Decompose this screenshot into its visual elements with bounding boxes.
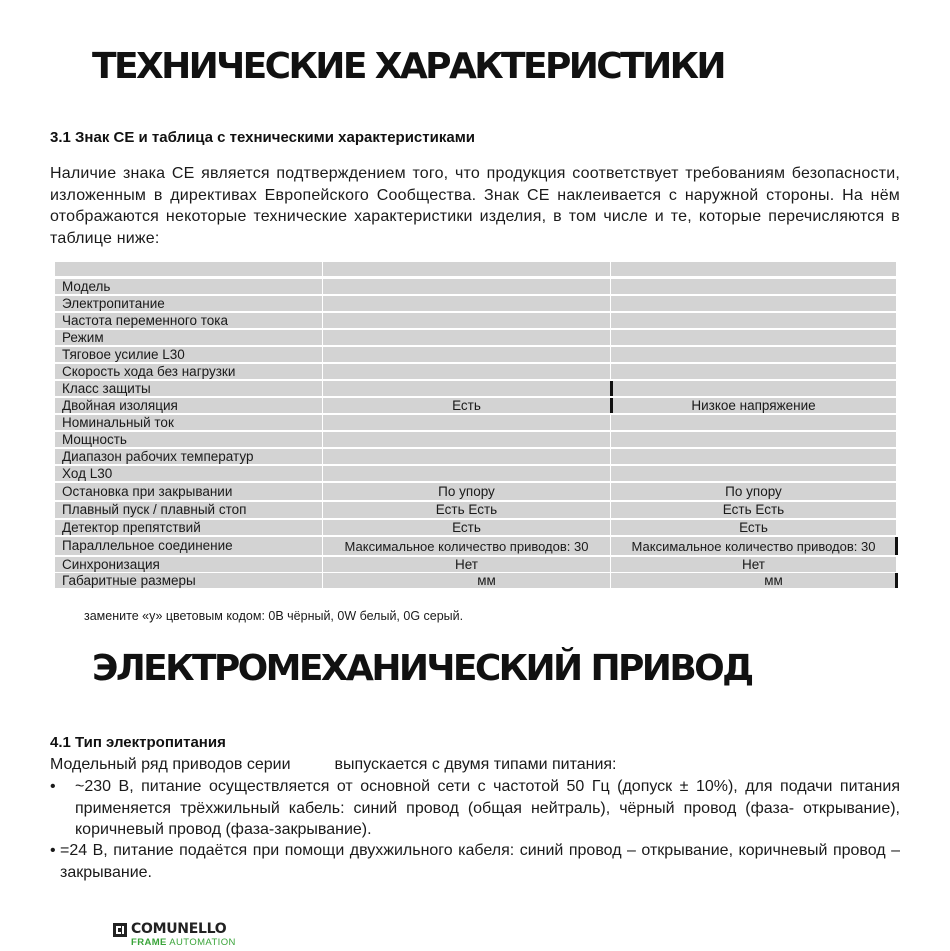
table-cell-value-1 (323, 432, 610, 447)
table-cell-label: Скорость хода без нагрузки (55, 364, 322, 379)
table-cell-value-2 (611, 330, 896, 345)
table-cell-label: Габаритные размеры (55, 573, 322, 588)
comunello-logo-icon (113, 923, 127, 937)
table-cell-value-1: Максимальное количество приводов: 30 (323, 537, 610, 555)
logo-subtitle-frame: FRAME (131, 937, 167, 948)
table-cell-label: Остановка при закрывании (55, 483, 322, 500)
table-cell-value-2 (611, 262, 896, 276)
table-row (55, 364, 896, 379)
table-row (55, 502, 896, 518)
table-cell-value-2 (611, 313, 896, 328)
color-code-footnote: замените «у» цветовым кодом: 0B чёрный, 0W белый, 0G серый. (84, 609, 464, 623)
table-cell-value-1 (323, 296, 610, 311)
table-cell-value-1: Нет (323, 557, 610, 572)
spec-table (55, 262, 896, 588)
table-row (55, 537, 896, 555)
table-cell-value-1: мм (323, 573, 610, 588)
table-cell-value-2: Низкое напряжение (611, 398, 896, 413)
table-row (55, 449, 896, 464)
table-row (55, 557, 896, 572)
table-cell-value-1 (323, 313, 610, 328)
table-cell-label: Параллельное соединение (55, 537, 322, 555)
table-row (55, 347, 896, 362)
table-cell-label: Двойная изоляция (55, 398, 322, 413)
table-cell-value-1: Есть (323, 520, 610, 535)
table-cell-value-2 (611, 364, 896, 379)
bullet-icon: • (50, 842, 56, 859)
table-cell-label: Ход L30 (55, 466, 322, 481)
logo-subtitle-automation: AUTOMATION (169, 937, 236, 948)
table-row (55, 415, 896, 430)
logo-name: COMUNELLO (131, 921, 227, 937)
list-item (50, 840, 900, 883)
table-cell-value-2 (611, 347, 896, 362)
table-cell-value-2 (611, 279, 896, 294)
table-cell-label: Синхронизация (55, 557, 322, 572)
table-cell-value-1 (323, 415, 610, 430)
table-row (55, 573, 896, 588)
table-cell-label: Мощность (55, 432, 322, 447)
table-cell-value-2: Есть (611, 520, 896, 535)
table-cell-value-1 (323, 466, 610, 481)
table-row (55, 313, 896, 328)
section-3-heading: ТЕХНИЧЕСКИЕ ХАРАКТЕРИСТИКИ (92, 46, 724, 87)
ce-mark-intro-paragraph: Наличие знака СЕ является подтверждением того, что продукция соответствует требованиям безопасности, изложенным в директивах Европейского Сообщества. Знак СЕ наклеивается с наружной стороны. На нём отображаются некоторые технические характеристики изделия, в том числе и те, которые перечисляются в таблице ниже: (50, 165, 900, 247)
table-cell-value-2: По упору (611, 483, 896, 500)
table-cell-value-1 (323, 279, 610, 294)
table-cell-value-2: Есть Есть (611, 502, 896, 518)
power-supply-intro (50, 754, 617, 776)
table-cell-label: Электропитание (55, 296, 322, 311)
power-supply-intro-end: выпускается с двумя типами питания: (334, 756, 617, 773)
table-row (55, 330, 896, 345)
table-cell-value-2 (611, 466, 896, 481)
bullet-text-230v: ~230 В, питание осуществляется от основной сети с частотой 50 Гц (допуск ± 10%), для подачи питания применяется трёхжильный кабель: синий провод (общая нейтраль), чёрный провод (фаза- открывание), коричневый провод (фаза-закрывание). (75, 778, 900, 838)
table-cell-label: Класс защиты (55, 381, 322, 396)
section-3-1-subheading: 3.1 Знак СЕ и таблица с техническими характеристиками (50, 129, 476, 146)
table-cell-value-1: Есть (323, 398, 610, 413)
table-cell-value-2 (611, 449, 896, 464)
table-cell-value-1 (323, 364, 610, 379)
table-cell-label: Режим (55, 330, 322, 345)
logo-subtitle (131, 937, 236, 948)
table-row (55, 279, 896, 294)
table-cell-label: Частота переменного тока (55, 313, 322, 328)
table-cell-value-1: Есть Есть (323, 502, 610, 518)
table-row (55, 381, 896, 396)
table-cell-value-2 (611, 432, 896, 447)
table-row (55, 398, 896, 413)
table-cell-value-2: Нет (611, 557, 896, 572)
bullet-icon: • (50, 778, 56, 795)
table-row (55, 466, 896, 481)
table-cell-value-1 (323, 449, 610, 464)
table-cell-value-2 (611, 415, 896, 430)
table-cell-label: Номинальный ток (55, 415, 322, 430)
table-cell-value-1 (323, 330, 610, 345)
table-cell-label: Тяговое усилие L30 (55, 347, 322, 362)
table-row (55, 262, 896, 276)
table-cell-value-1: По упору (323, 483, 610, 500)
table-row (55, 296, 896, 311)
section-4-heading: ЭЛЕКТРОМЕХАНИЧЕСКИЙ ПРИВОД (92, 648, 752, 689)
table-cell-label: Детектор препятствий (55, 520, 322, 535)
table-cell-label: Плавный пуск / плавный стоп (55, 502, 322, 518)
list-item (50, 776, 900, 841)
table-cell-label (55, 262, 322, 276)
table-cell-value-2 (611, 381, 896, 396)
table-cell-value-1 (323, 381, 610, 396)
table-row (55, 520, 896, 535)
section-4-1-subheading: 4.1 Тип электропитания (50, 734, 226, 751)
table-cell-value-1 (323, 347, 610, 362)
table-row (55, 483, 896, 500)
table-cell-label: Модель (55, 279, 322, 294)
table-row (55, 432, 896, 447)
table-cell-value-2: мм (611, 573, 896, 588)
bullet-text-24v: =24 В, питание подаётся при помощи двухжильного кабеля: синий провод – открывание, коричневый провод – закрывание. (60, 842, 900, 881)
table-cell-value-1 (323, 262, 610, 276)
table-cell-label: Диапазон рабочих температур (55, 449, 322, 464)
power-supply-intro-start: Модельный ряд приводов серии (50, 756, 291, 773)
table-cell-value-2: Максимальное количество приводов: 30 (611, 537, 896, 555)
table-cell-value-2 (611, 296, 896, 311)
